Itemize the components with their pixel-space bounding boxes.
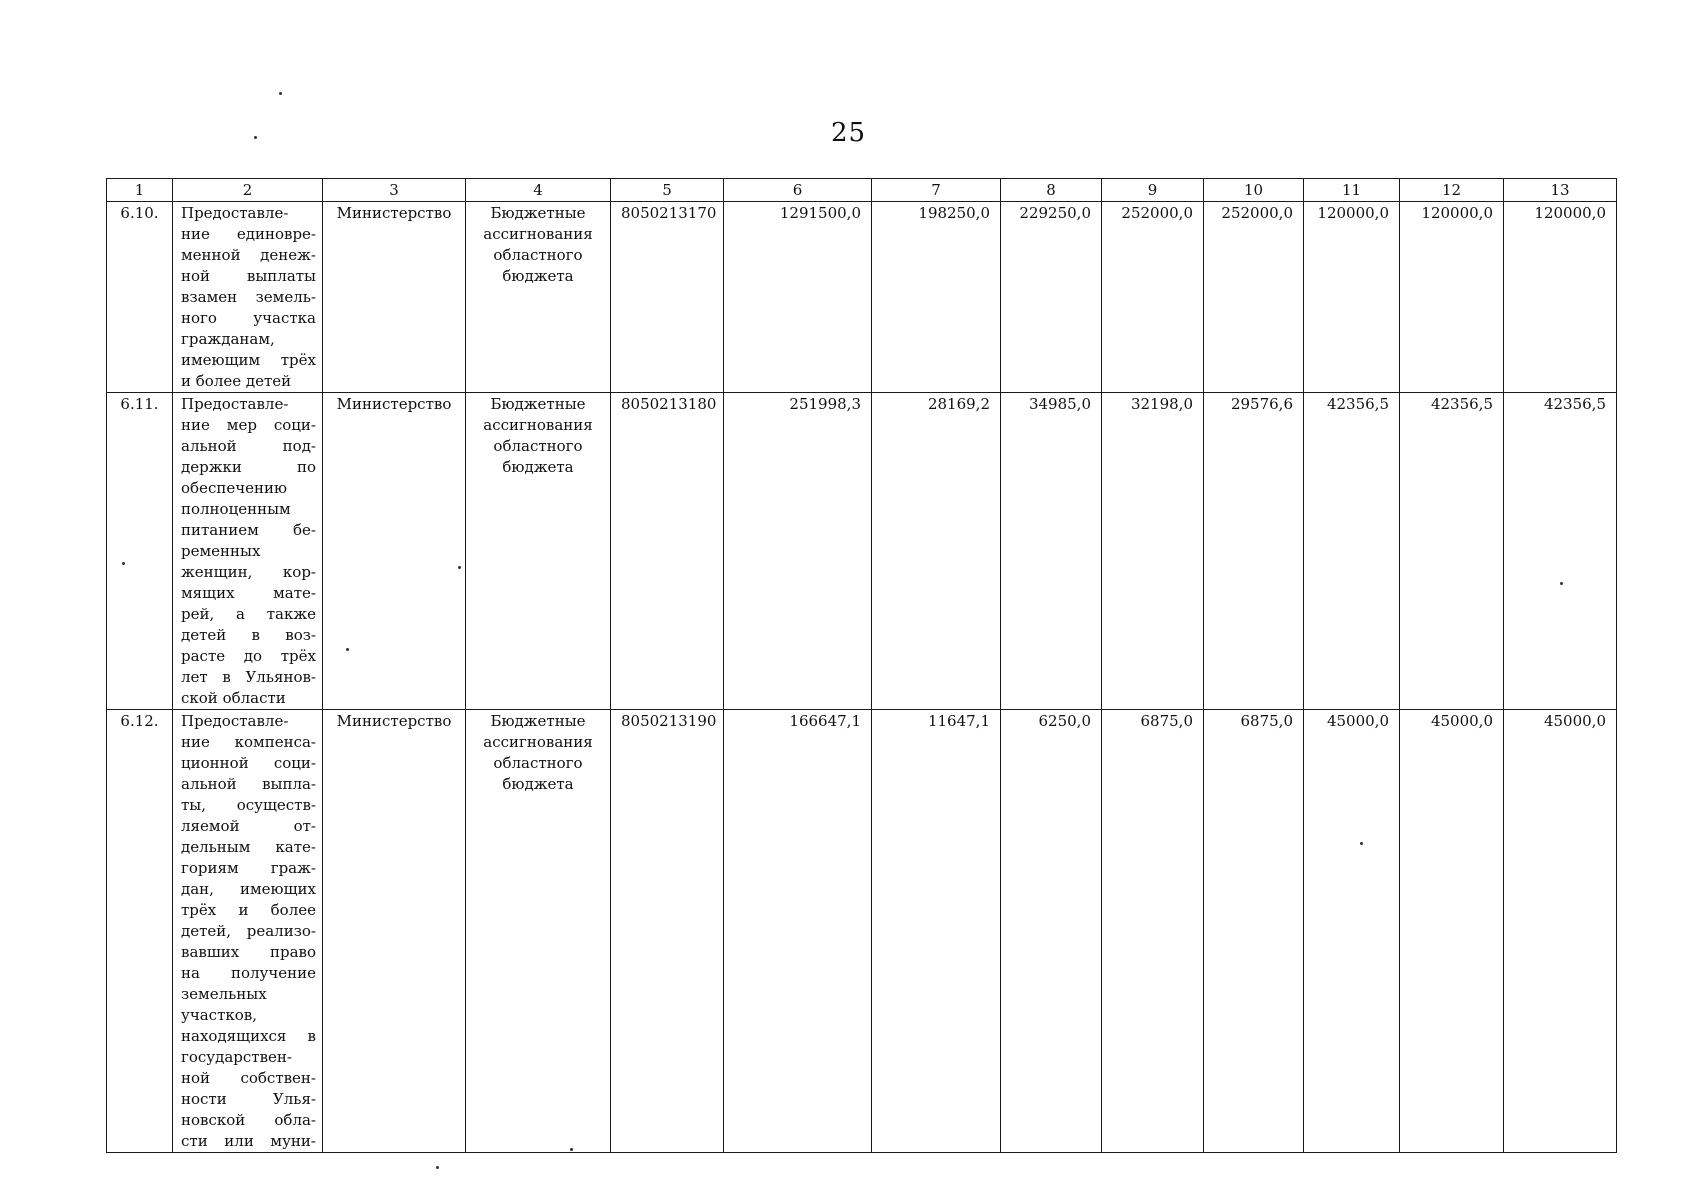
measure-name-line: вавших право — [181, 943, 316, 961]
executor: Министерство — [323, 202, 466, 393]
amount-year: 120000,0 — [1304, 202, 1400, 393]
column-number: 8 — [1001, 179, 1102, 202]
measure-name-line: ние компенса- — [181, 733, 316, 751]
measure-name-line: мящих мате- — [181, 584, 316, 602]
scan-speck — [122, 562, 125, 565]
column-number: 5 — [611, 179, 724, 202]
measure-name-line: менной денеж- — [181, 246, 316, 264]
column-number: 3 — [323, 179, 466, 202]
measure-name-line: дан, имеющих — [181, 880, 316, 898]
amount-year: 252000,0 — [1102, 202, 1204, 393]
measure-name-line: государствен- — [181, 1048, 292, 1066]
measure-name-line: на получение — [181, 964, 316, 982]
measure-name-line: Предоставле- — [181, 204, 289, 222]
amount-year: 28169,2 — [872, 393, 1001, 710]
amount-year: 45000,0 — [1400, 710, 1504, 1153]
measure-name-line: полноценным — [181, 500, 291, 518]
scan-speck — [279, 92, 282, 95]
measure-name-line: рей, а также — [181, 605, 316, 623]
row-index: 6.12. — [107, 710, 173, 1153]
funding-source: Бюджетные ассигнования областного бюджета — [466, 202, 611, 393]
measure-name-line: и более детей — [181, 372, 292, 390]
measure-name-line: питанием бе- — [181, 521, 316, 539]
amount-year: 6875,0 — [1102, 710, 1204, 1153]
scan-speck — [436, 1166, 439, 1169]
measure-name-line: альной выпла- — [181, 775, 316, 793]
executor: Министерство — [323, 393, 466, 710]
column-number: 11 — [1304, 179, 1400, 202]
table-row — [107, 202, 1617, 393]
measure-name-line: держки по — [181, 458, 316, 476]
measure-name-line: альной под- — [181, 437, 316, 455]
measure-name-line: расте до трёх — [181, 647, 316, 665]
row-index: 6.11. — [107, 393, 173, 710]
column-number: 12 — [1400, 179, 1504, 202]
amount-year: 29576,6 — [1204, 393, 1304, 710]
amount-total: 1291500,0 — [724, 202, 872, 393]
column-number: 13 — [1504, 179, 1617, 202]
measure-name-line: Предоставле- — [181, 395, 289, 413]
row-index: 6.10. — [107, 202, 173, 393]
budget-code: 8050213190 — [611, 710, 724, 1153]
page-number: 25 — [830, 118, 867, 148]
amount-year: 45000,0 — [1504, 710, 1617, 1153]
amount-year: 45000,0 — [1304, 710, 1400, 1153]
column-number: 6 — [724, 179, 872, 202]
amount-year: 120000,0 — [1400, 202, 1504, 393]
amount-year: 198250,0 — [872, 202, 1001, 393]
table-row — [107, 710, 1617, 1153]
measure-name-line: ного участка — [181, 309, 316, 327]
measure-name-line: трёх и более — [181, 901, 316, 919]
budget-table — [106, 178, 1617, 1153]
amount-year: 229250,0 — [1001, 202, 1102, 393]
amount-year: 11647,1 — [872, 710, 1001, 1153]
measure-name-line: лет в Ульянов- — [181, 668, 316, 686]
scan-speck — [346, 648, 349, 651]
measure-name-line: женщин, кор- — [181, 563, 316, 581]
column-number: 10 — [1204, 179, 1304, 202]
table-row — [107, 393, 1617, 710]
measure-name-line: участков, — [181, 1006, 258, 1024]
measure-name-line: ности Улья- — [181, 1090, 316, 1108]
amount-year: 42356,5 — [1304, 393, 1400, 710]
amount-year: 42356,5 — [1504, 393, 1617, 710]
column-number: 1 — [107, 179, 173, 202]
amount-year: 42356,5 — [1400, 393, 1504, 710]
measure-name-line: дельным кате- — [181, 838, 316, 856]
measure-name-line: сти или муни- — [181, 1132, 316, 1150]
column-number: 4 — [466, 179, 611, 202]
column-number: 7 — [872, 179, 1001, 202]
scan-speck — [1560, 582, 1563, 585]
measure-name-line: ционной соци- — [181, 754, 316, 772]
measure-name-line: гражданам, — [181, 330, 275, 348]
amount-year: 120000,0 — [1504, 202, 1617, 393]
amount-year: 34985,0 — [1001, 393, 1102, 710]
measure-name-line: земельных — [181, 985, 267, 1003]
amount-year: 32198,0 — [1102, 393, 1204, 710]
measure-name-line: обеспечению — [181, 479, 288, 497]
measure-name-line: ной собствен- — [181, 1069, 316, 1087]
amount-year: 6250,0 — [1001, 710, 1102, 1153]
measure-name-line: детей в воз- — [181, 626, 316, 644]
budget-code: 8050213170 — [611, 202, 724, 393]
budget-code: 8050213180 — [611, 393, 724, 710]
funding-source: Бюджетные ассигнования областного бюджета — [466, 710, 611, 1153]
measure-name-line: взамен земель- — [181, 288, 316, 306]
executor: Министерство — [323, 710, 466, 1153]
column-number-row — [107, 179, 1617, 202]
scan-speck — [1360, 842, 1363, 845]
amount-total: 251998,3 — [724, 393, 872, 710]
measure-name-line: гориям граж- — [181, 859, 316, 877]
column-number: 2 — [173, 179, 323, 202]
measure-name-line: ты, осуществ- — [181, 796, 316, 814]
amount-total: 166647,1 — [724, 710, 872, 1153]
measure-name-line: ние мер соци- — [181, 416, 316, 434]
column-number: 9 — [1102, 179, 1204, 202]
amount-year: 252000,0 — [1204, 202, 1304, 393]
measure-name-line: ской области — [181, 689, 286, 707]
measure-name — [173, 710, 323, 1153]
measure-name — [173, 393, 323, 710]
measure-name-line: Предоставле- — [181, 712, 289, 730]
scan-speck — [254, 136, 257, 139]
funding-source: Бюджетные ассигнования областного бюджета — [466, 393, 611, 710]
amount-year: 6875,0 — [1204, 710, 1304, 1153]
measure-name-line: ние единовре- — [181, 225, 316, 243]
measure-name-line: находящихся в — [181, 1027, 316, 1045]
scan-speck — [458, 566, 461, 569]
measure-name-line: детей, реализо- — [181, 922, 316, 940]
measure-name — [173, 202, 323, 393]
measure-name-line: ременных — [181, 542, 261, 560]
measure-name-line: ляемой от- — [181, 817, 316, 835]
measure-name-line: ной выплаты — [181, 267, 316, 285]
scan-speck — [570, 1148, 573, 1151]
measure-name-line: новской обла- — [181, 1111, 316, 1129]
measure-name-line: имеющим трёх — [181, 351, 316, 369]
